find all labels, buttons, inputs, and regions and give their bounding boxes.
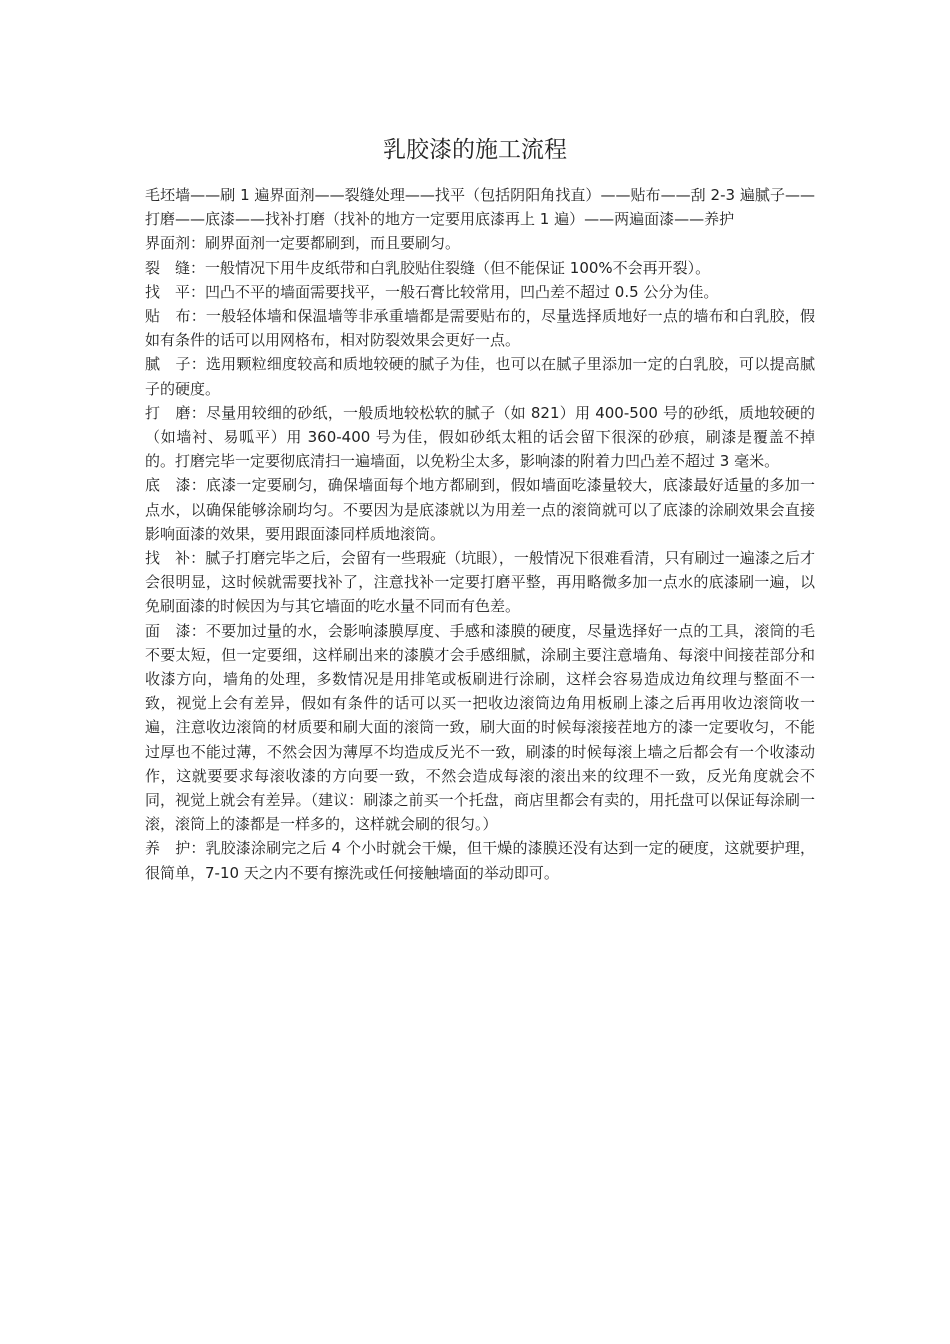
crack-paragraph: 裂 缝：一般情况下用牛皮纸带和白乳胶贴住裂缝（但不能保证 100%不会再开裂）。 [145,258,711,277]
putty-paragraph: 腻 子：选用颗粒细度较高和质地较硬的腻子为佳，也可以在腻子里添加一定的白乳胶，可以提高腻子的硬度。 [145,355,815,398]
cloth-paragraph: 贴 布：一般轻体墙和保温墙等非承重墙都是需要贴布的，尽量选择质地好一点的墙布和白乳胶，假如有条件的话可以用网格布，相对防裂效果会更好一点。 [145,307,815,350]
sanding-paragraph: 打 磨：尽量用较细的砂纸，一般质地较松软的腻子（如 821）用 400-500 号的砂纸，质地较硬的（如墙衬、易呱平）用 360-400 号为佳，假如砂纸太粗的话会留下很深的砂痕，刷漆是覆盖不掉的。打磨完毕一定要彻底清扫一遍墙面，以免粉尘太多，影响漆的附着力凹凸差不超过 3 毫米。 [145,403,815,471]
top-coat-paragraph: 面 漆：不要加过量的水，会影响漆膜厚度、手感和漆膜的硬度，尽量选择好一点的工具，滚筒的毛不要太短，但一定要细，这样刷出来的漆膜才会手感细腻，涂刷主要注意墙角、每滚中间接茬部分和收漆方向，墙角的处理，多数情况是用排笔或板刷进行涂刷，这样会容易造成边角纹理与整面不一致，视觉上会有差异，假如有条件的话可以买一把收边滚筒边角用板刷上漆之后再用收边滚筒收一遍，注意收边滚筒的材质要和刷大面的滚筒一致，刷大面的时候每滚接茬地方的漆一定要收匀，不能过厚也不能过薄，不然会因为薄厚不均造成反光不一致，刷漆的时候每滚上墙之后都会有一个收漆动作，这就要要求每滚收漆的方向要一致，不然会造成每滚的滚出来的纹理不一致，反光角度就会不同，视觉上就会有差异。（建议：刷漆之前买一个托盘，商店里都会有卖的，用托盘可以保证每涂刷一滚，滚筒上的漆都是一样多的，这样就会刷的很匀。） [145,621,815,834]
primer-agent-paragraph: 界面剂：刷界面剂一定要都刷到，而且要刷匀。 [145,234,461,253]
curing-paragraph: 养 护：乳胶漆涂刷完之后 4 个小时就会干燥，但干燥的漆膜还没有达到一定的硬度，这就要护理，很简单，7-10 天之内不要有擦洗或任何接触墙面的举动即可。 [145,839,815,882]
document-body [145,183,815,885]
leveling-paragraph: 找 平：凹凸不平的墙面需要找平，一般石膏比较常用，凹凸差不超过 0.5 公分为佳。 [145,282,719,301]
process-overview-paragraph: 毛坯墙——刷 1 遍界面剂——裂缝处理——找平（包括阴阳角找直）——贴布——刮 2-3 遍腻子——打磨——底漆——找补打磨（找补的地方一定要用底漆再上 1 遍）——两遍面漆——养护 [145,186,815,229]
document-title: 乳胶漆的施工流程 [383,137,567,163]
touch-up-paragraph: 找 补：腻子打磨完毕之后，会留有一些瑕疵（坑眼），一般情况下很难看清，只有刷过一遍漆之后才会很明显，这时候就需要找补了，注意找补一定要打磨平整，再用略微多加一点水的底漆刷一遍，以免刷面漆的时候因为与其它墙面的吃水量不同而有色差。 [145,549,815,616]
base-coat-paragraph: 底 漆：底漆一定要刷匀，确保墙面每个地方都刷到，假如墙面吃漆量较大，底漆最好适量的多加一点水，以确保能够涂刷均匀。不要因为是底漆就以为用差一点的滚筒就可以了底漆的涂刷效果会直接影响面漆的效果，要用跟面漆同样质地滚筒。 [145,476,815,543]
